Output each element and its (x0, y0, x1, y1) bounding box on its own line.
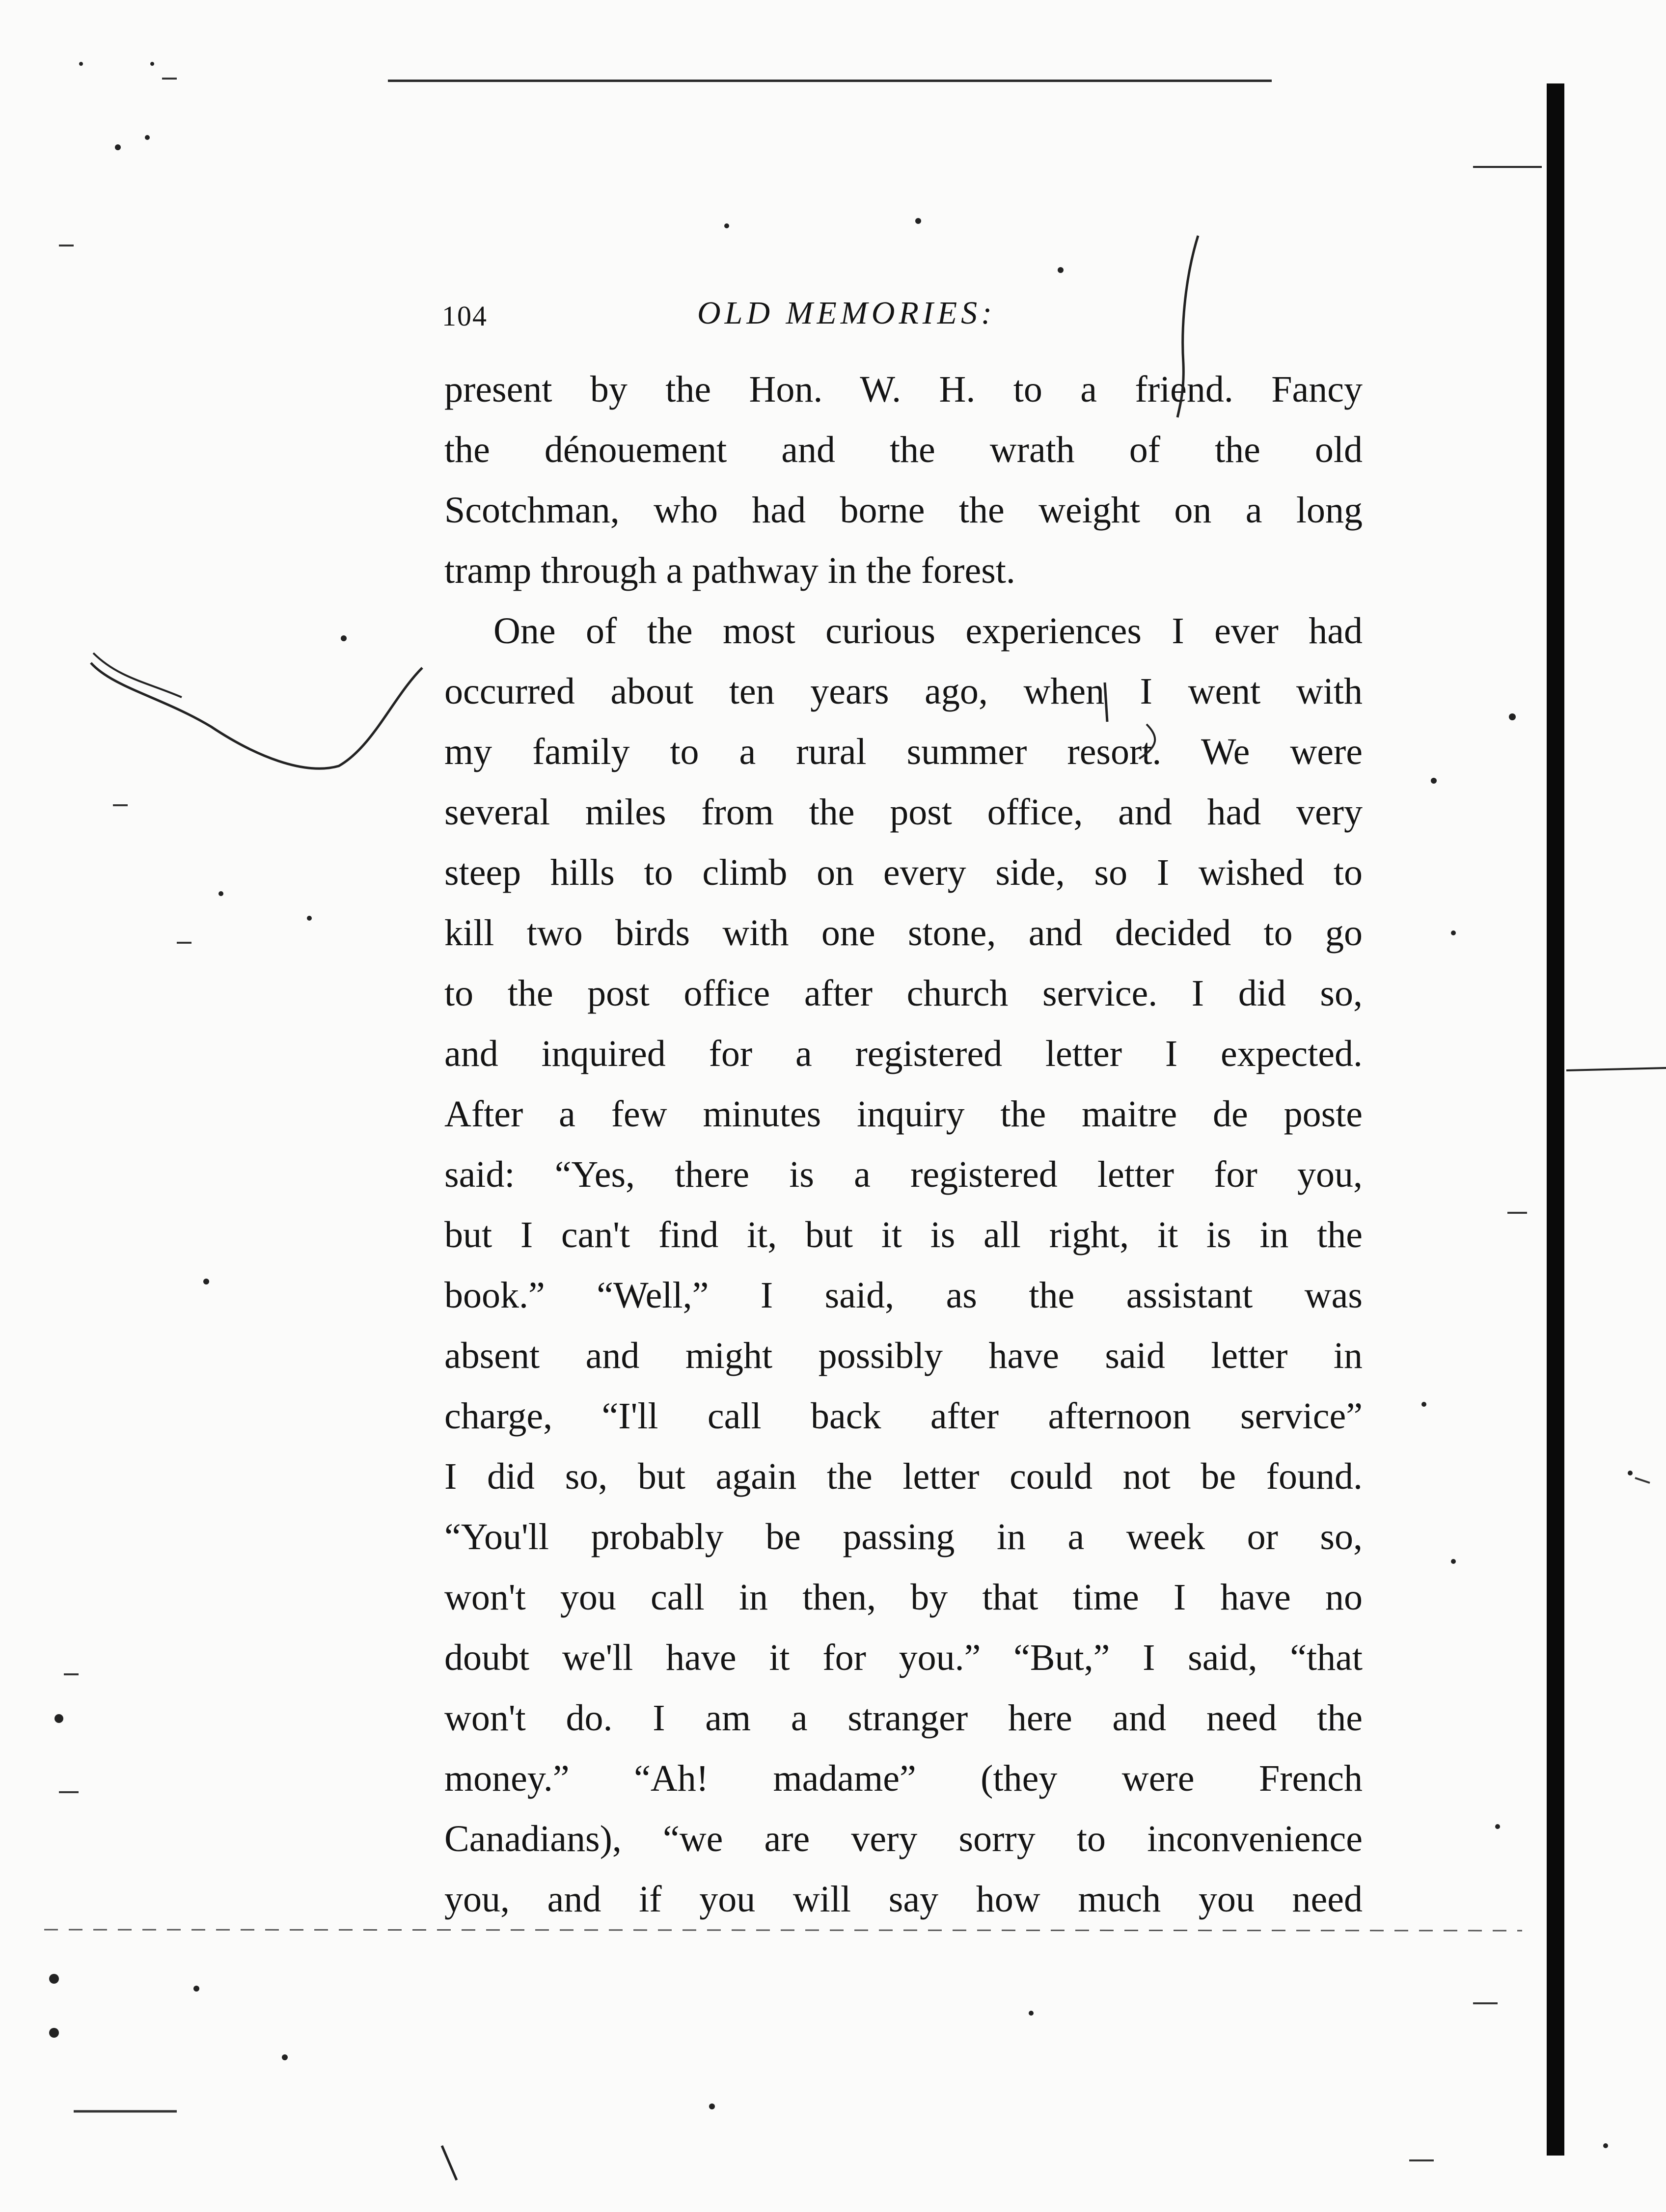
text-line: and inquired for a registered letter I expected. (444, 1033, 1363, 1074)
text-line: my family to a rural summer resort. We were (444, 731, 1363, 772)
text-line: money.” “Ah! madame” (they were French (444, 1758, 1363, 1799)
text-line: occurred about ten years ago, when I went with (444, 671, 1363, 712)
text-line: charge, “I'll call back after afternoon service” (444, 1395, 1363, 1437)
pencil-paren-mark (1139, 724, 1155, 759)
text-line: several miles from the post office, and had very (444, 792, 1363, 833)
text-line: kill two birds with one stone, and decided to go (444, 912, 1363, 954)
text-line: present by the Hon. W. H. to a friend. Fancy (444, 369, 1363, 410)
text-line: doubt we'll have it for you.” “But,” I said, “that (444, 1637, 1363, 1678)
text-line: book.” “Well,” I said, as the assistant was (444, 1275, 1363, 1316)
text-line: Canadians), “we are very sorry to inconvenience (444, 1818, 1363, 1859)
text-line: Scotchman, who had borne the weight on a long (444, 490, 1363, 531)
text-line: “You'll probably be passing in a week or so, (444, 1516, 1363, 1557)
text-line: absent and might possibly have said letter in (444, 1335, 1363, 1376)
page-number: 104 (442, 300, 488, 332)
running-title: OLD MEMORIES: (697, 295, 996, 331)
margin-rule (1566, 1068, 1666, 1070)
pencil-curve-mark (91, 663, 422, 768)
text-line: One of the most curious experiences I ever had (493, 610, 1363, 652)
text-line: said: “Yes, there is a registered letter for you, (444, 1154, 1363, 1195)
pencil-small-stroke (1105, 683, 1107, 722)
text-line: you, and if you will say how much you need (444, 1879, 1363, 1920)
text-line: I did so, but again the letter could not be found. (444, 1456, 1363, 1497)
scan-specks (49, 62, 1633, 2148)
text-line: won't do. I am a stranger here and need the (444, 1697, 1363, 1739)
text-line: but I can't find it, but it is all right, it is in the (444, 1214, 1363, 1256)
text-line: won't you call in then, by that time I have no (444, 1577, 1363, 1618)
text-line: the dénouement and the wrath of the old (444, 429, 1363, 470)
scan-dashes (59, 79, 1650, 2160)
margin-rule (44, 1930, 1522, 1931)
text-line: tramp through a pathway in the forest. (444, 550, 1015, 591)
text-line: After a few minutes inquiry the maitre de poste (444, 1093, 1363, 1135)
text-line: to the post office after church service. I did so, (444, 973, 1363, 1014)
text-line: steep hills to climb on every side, so I wished to (444, 852, 1363, 893)
pencil-bottom-mark (442, 2146, 457, 2180)
pencil-vertical-stroke (1177, 236, 1198, 417)
